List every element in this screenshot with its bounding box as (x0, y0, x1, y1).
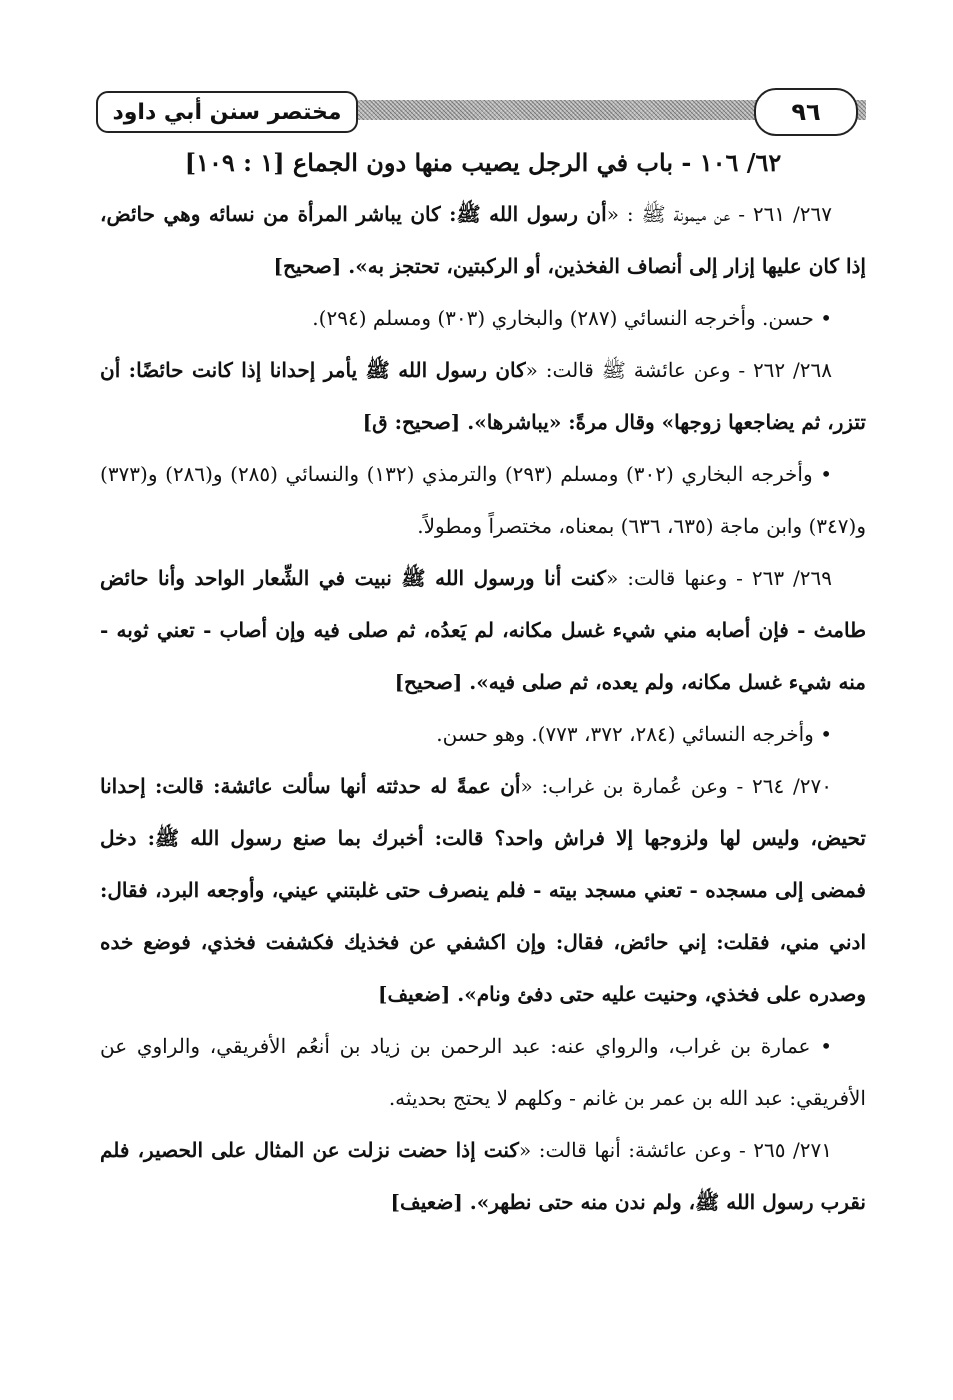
hadith-entry (100, 760, 866, 1020)
hadith-entry (100, 344, 866, 448)
hadith-entry (100, 552, 866, 708)
hadith-number: ٢٧٠/ ٢٦٤ - وعن عُمارة بن غراب: « (520, 774, 832, 798)
hadith-number: ٢٦٧/ ٢٦١ - عن ميمونة ﷺ : « (606, 202, 832, 226)
hadith-text: أن رسول الله ﷺ: كان يباشر المرأة من نسائه وهي حائض، إذا كان عليها إزار إلى أنصاف الفخذين، أو الركبتين، تحتجز به». [صحيح] (100, 202, 866, 278)
book-title: مختصر سنن أبي داود (96, 91, 358, 133)
page-number: ٩٦ (754, 88, 858, 136)
hadith-number: ٢٦٩/ ٢٦٣ - وعنها قالت: « (606, 566, 832, 590)
takhrij-note: • عمارة بن غراب، والرواي عنه: عبد الرحمن بن زياد بن أنعُم الأفريقي، والراوي عن الأفريقي: عبد الله بن عمر بن غانم - وكلهم لا يحتج بحديثه. (100, 1034, 866, 1110)
chapter-heading: ٦٢/ ١٠٦ - باب في الرجل يصيب منها دون الجماع [١ : ١٠٩] (184, 148, 782, 177)
hadith-entry (100, 188, 866, 292)
hadith-entry (100, 1124, 866, 1228)
takhrij-note: • حسن. وأخرجه النسائي (٢٨٧) والبخاري (٣٠٣) ومسلم (٢٩٤). (312, 306, 832, 330)
hadith-text: كنت أنا ورسول الله ﷺ نبيت في الشِّعار الواحد وأنا حائض طامث - فإن أصابه مني شيء غسل مكانه، لم يَعدُه، ثم صلى فيه وإن أصاب - تعني ثوبه - منه شيء غسل مكانه، ولم يعده، ثم صلى فيه». [صحيح] (100, 566, 866, 694)
hadith-text: كان رسول الله ﷺ يأمر إحدانا إذا كانت حائضًا: أن تتزر، ثم يضاجعها زوجها» وقال مرةً: «يباشرها». [صحيح: ق] (100, 358, 866, 434)
running-header (96, 88, 866, 136)
takhrij-note: • وأخرجه البخاري (٣٠٢) ومسلم (٢٩٣) والترمذي (١٣٢) والنسائي (٢٨٥) و(٢٨٦) و(٣٧٣) و(٣٤٧) وابن ماجة (٦٣٥، ٦٣٦) بمعناه، مختصراً ومطولاً. (100, 462, 866, 538)
takhrij-note: • وأخرجه النسائي (٢٨٤، ٣٧٢، ٧٧٣). وهو حسن. (436, 722, 832, 746)
hadith-text: أن عمةً له حدثته أنها سألت عائشة: قالت: إحدانا تحيض، وليس لها ولزوجها إلا فراش واحد؟ قالت: أخبرك بما صنع رسول الله ﷺ: دخل فمضى إلى مسجده - تعني مسجد بيته - فلم ينصرف حتى غلبتني عيني، وأوجعه البرد، فقال: ادني مني، فقلت: إني حائض، فقال: وإن اكشفي عن فخذيك فكشفت فخذي، فوضع خده وصدره على فخذي، وحنيت عليه حتى دفئ ونام». [ضعيف] (100, 774, 866, 1006)
hadith-text: كنت إذا حضت نزلت عن المثال على الحصير، فلم نقرب رسول الله ﷺ، ولم ندن منه حتى نطهر». [ضعيف] (100, 1138, 866, 1214)
hadith-number: ٢٧١/ ٢٦٥ - وعن عائشة: أنها قالت: « (518, 1138, 832, 1162)
hadith-number: ٢٦٨/ ٢٦٢ - وعن عائشة ﷺ قالت: « (525, 358, 832, 382)
page-body (100, 138, 866, 1228)
